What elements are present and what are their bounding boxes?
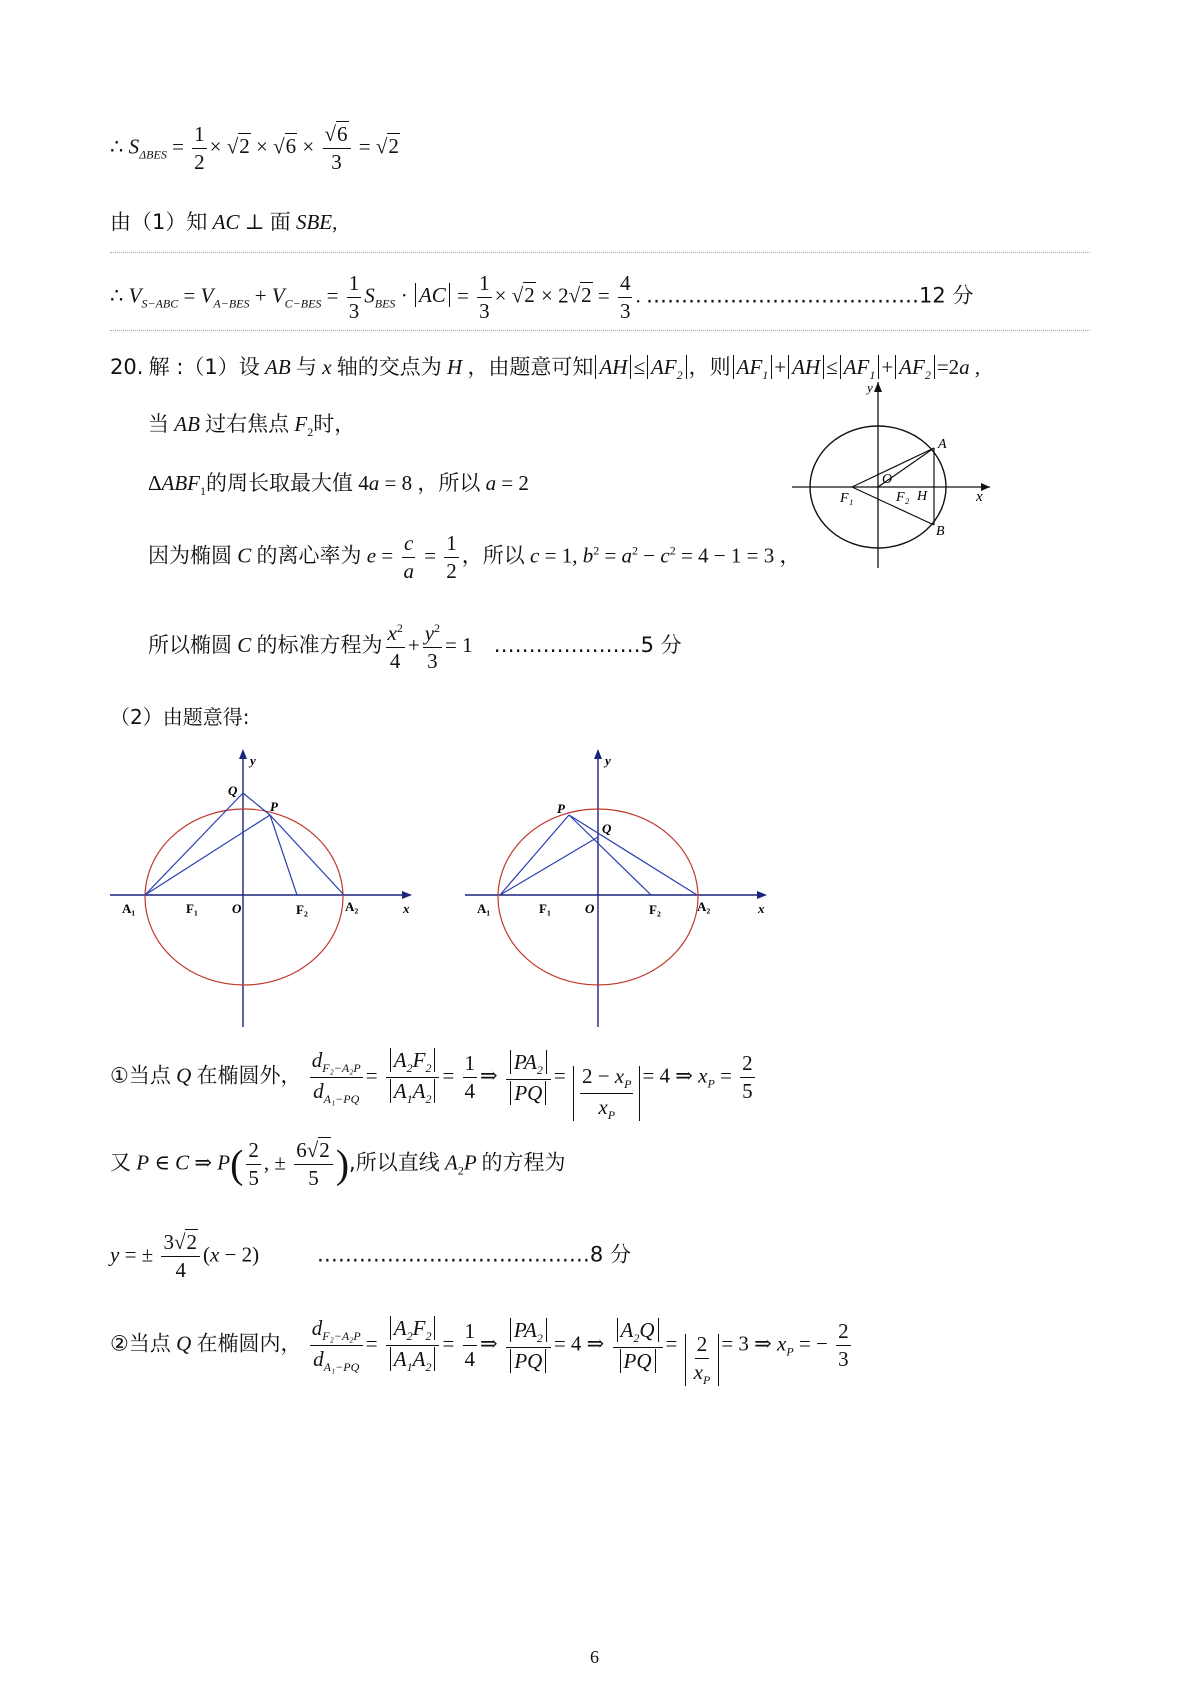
svg-text:F₁: F₁ [186, 901, 198, 916]
part2-heading: （2）由题意得: [110, 705, 250, 729]
svg-text:O: O [585, 901, 595, 916]
label-y: y [867, 380, 873, 395]
svg-text:A₂: A₂ [697, 899, 711, 914]
svg-text:x: x [758, 901, 765, 916]
svg-text:F₁: F₁ [539, 901, 551, 916]
svg-text:x: x [403, 901, 410, 916]
label-F1: F₁ [840, 491, 854, 506]
q20-line2: 当 AB 过右焦点 $F_2$时， [148, 412, 356, 440]
page-number: 6 [590, 1647, 599, 1667]
q20-line4: 因为椭圆 C 的离心率为 e = $\frac{c}{a}$ = $\frac{1}{2}$ ，所以 c = 1, $b^2 = a^2 - c^2 = 4 - 1 = 3$ ， [148, 531, 801, 583]
label-F2: F₂ [896, 490, 910, 505]
q20-line1: 20. 解 :（1）设 AB 与 x 轴的交点为 H ，由题意可知 AH ≤ $AF_2$ ，则 $AF_1$ + AH ≤ $AF_1 + AF_2 =2a$ , [110, 355, 981, 383]
diagram-small-ellipse [790, 380, 1000, 575]
label-O: O [882, 472, 893, 487]
label-x: x [976, 489, 983, 505]
svg-text:Q: Q [602, 821, 612, 836]
svg-text:y: y [605, 753, 611, 768]
q20-line5: 所以椭圆 C 的标准方程为 $\frac{x^2}{4}$ + $\frac{y^2}{3}$ = 1 …………………5 分 [148, 621, 682, 673]
svg-text:A₂: A₂ [345, 899, 359, 914]
label-H: H [917, 489, 928, 504]
label-B: B [936, 524, 945, 539]
svg-text:F₂: F₂ [296, 902, 308, 917]
diagram-q-inside [465, 745, 785, 1030]
svg-text:P: P [557, 801, 565, 816]
svg-text:A₁: A₁ [122, 901, 136, 916]
svg-text:P: P [270, 799, 278, 814]
line-a2p-equation: y = ± $\frac{3√2}{4}$ (x − 2) …………………………………8 分 [110, 1230, 631, 1282]
svg-text:y: y [250, 753, 256, 768]
case2-line: ②当点 Q 在椭圆内， $\frac{d_{F_2-A_2P}}{d_{A_1-PQ}}$ = $\frac{A_2F_2}{A_1A_2}$ = $\frac{1}{4}$ ⇒ $\frac{PA_2}{PQ}$ = 4 ⇒ $\frac{A_2Q}{PQ}$ = $\frac{2}{x_P}$ = 3 ⇒ $x_P$ = − $\frac{2}{3}$ [110, 1316, 849, 1387]
svg-text:O: O [232, 901, 242, 916]
case1-line: ①当点 Q 在椭圆外， $\frac{d_{F_2-A_2P}}{d_{A_1-PQ}}$ = $\frac{A_2F_2}{A_1A_2}$ = $\frac{1}{4}$ ⇒ $\frac{PA_2}{PQ}$ = $\frac{2 - x_P}{x_P}$ = 4 ⇒ $x_P$ = $\frac{2}{5}$ [110, 1048, 753, 1122]
q20-line3: $\Delta ABF_1$的周长取最大值 4a = 8 ，所以 a = 2 [148, 471, 529, 499]
diagram-q-outside [110, 745, 430, 1030]
line-ac-perp: 由（1）知 AC ⊥ 面 SBE, [110, 210, 338, 234]
point-p-line: 又 P ∈ C ⇒ P( $\frac{2}{5}$ , ± $\frac{6√2}{5}$ ),所以直线 $A_2P$ 的方程为 [110, 1138, 566, 1190]
svg-text:Q: Q [228, 783, 238, 798]
svg-text:F₂: F₂ [649, 902, 661, 917]
formula-volume: ∴ $V_{S-ABC} = V_{A-BES} + V_{C-BES}$ = $\frac{1}{3}$ $S_{BES}$ · AC = $\frac{1}{3}$ × √2 × 2√2 = $\frac{4}{3}$ . …………………………………12 分 [110, 271, 974, 323]
svg-text:A₁: A₁ [477, 901, 491, 916]
formula-area-bes: ∴ $S_{\Delta BES}$ = $\frac{1}{2}$ × √2 × √6 × $\frac{√6}{3}$ = √2 [110, 122, 399, 174]
label-A: A [938, 437, 947, 452]
